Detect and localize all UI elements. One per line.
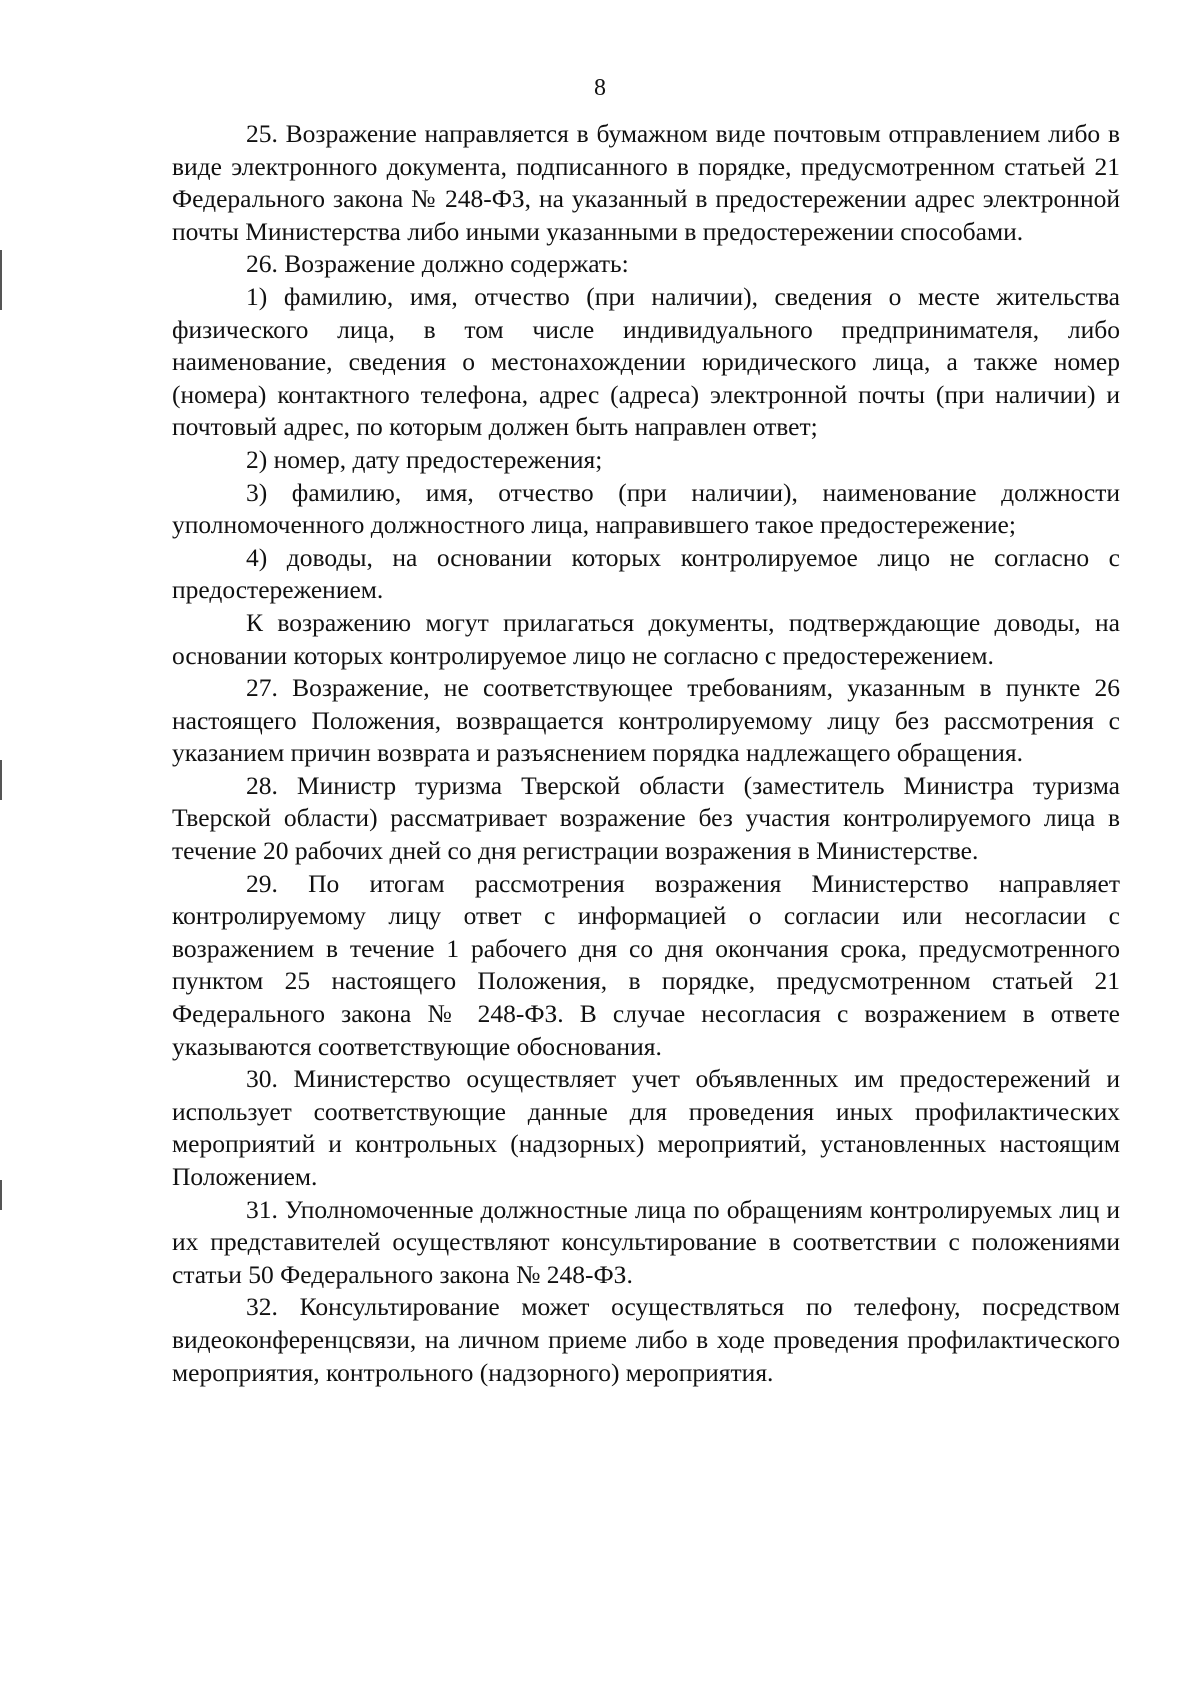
scan-edge-mark <box>0 250 2 310</box>
document-body <box>172 118 1120 1389</box>
list-item-4: 4) доводы, на основании которых контролируемое лицо не согласно с предостережением. <box>172 542 1120 605</box>
page-number: 8 <box>594 75 606 101</box>
list-item-2: 2) номер, дату предостережения; <box>246 444 603 474</box>
scan-edge-mark <box>0 1180 2 1210</box>
paragraph-31: 31. Уполномоченные должностные лица по обращениям контролируемых лиц и их представителей осуществляют консультирование в соответствии с положениями статьи 50 Федерального закона № 248-ФЗ. <box>172 1194 1120 1289</box>
paragraph-30: 30. Министерство осуществляет учет объявленных им предостережений и использует соответствующие данные для проведения иных профилактических мероприятий и контрольных (надзорных) мероприятий, установленных настоящим Положением. <box>172 1064 1120 1191</box>
paragraph-27: 27. Возражение, не соответствующее требованиям, указанным в пункте 26 настоящего Положения, возвращается контролируемому лицу без рассмотрения с указанием причин возврата и разъяснением порядка надлежащего обращения. <box>172 673 1120 768</box>
attachments-paragraph: К возражению могут прилагаться документы, подтверждающие доводы, на основании которых контролируемое лицо не согласно с предостережением. <box>172 607 1120 670</box>
paragraph-29: 29. По итогам рассмотрения возражения Министерство направляет контролируемому лицу ответ с информацией о согласии или несогласии с возражением в течение 1 рабочего дня со дня окончания срока, предусмотренного пунктом 25 настоящего Положения, в порядке, предусмотренном статьей 21 Федерального закона № 248-ФЗ. В случае несогласия с возражением в ответе указываются соответствующие обоснования. <box>172 868 1120 1061</box>
list-item-3: 3) фамилию, имя, отчество (при наличии), наименование должности уполномоченного должностного лица, направившего такое предостережение; <box>172 477 1120 540</box>
paragraph-26: 26. Возражение должно содержать: <box>246 249 629 279</box>
list-item-1: 1) фамилию, имя, отчество (при наличии), сведения о месте жительства физического лица, в том числе индивидуального предпринимателя, либо наименование, сведения о местонахождении юридического лица, а также номер (номера) контактного телефона, адрес (адреса) электронной почты (при наличии) и почтовый адрес, по которым должен быть направлен ответ; <box>172 281 1120 442</box>
paragraph-28: 28. Министр туризма Тверской области (заместитель Министра туризма Тверской области) рассматривает возражение без участия контролируемого лица в течение 20 рабочих дней со дня регистрации возражения в Министерстве. <box>172 770 1120 866</box>
paragraph-25: 25. Возражение направляется в бумажном виде почтовым отправлением либо в виде электронного документа, подписанного в порядке, предусмотренном статьей 21 Федерального закона № 248-ФЗ, на указанный в предостережении адрес электронной почты Министерства либо иными указанными в предостережении способами. <box>172 119 1120 246</box>
paragraph-32: 32. Консультирование может осуществляться по телефону, посредством видеоконференцсвязи, на личном приеме либо в ходе проведения профилактического мероприятия, контрольного (надзорного) мероприятия. <box>172 1292 1120 1387</box>
scan-edge-mark <box>0 760 2 800</box>
